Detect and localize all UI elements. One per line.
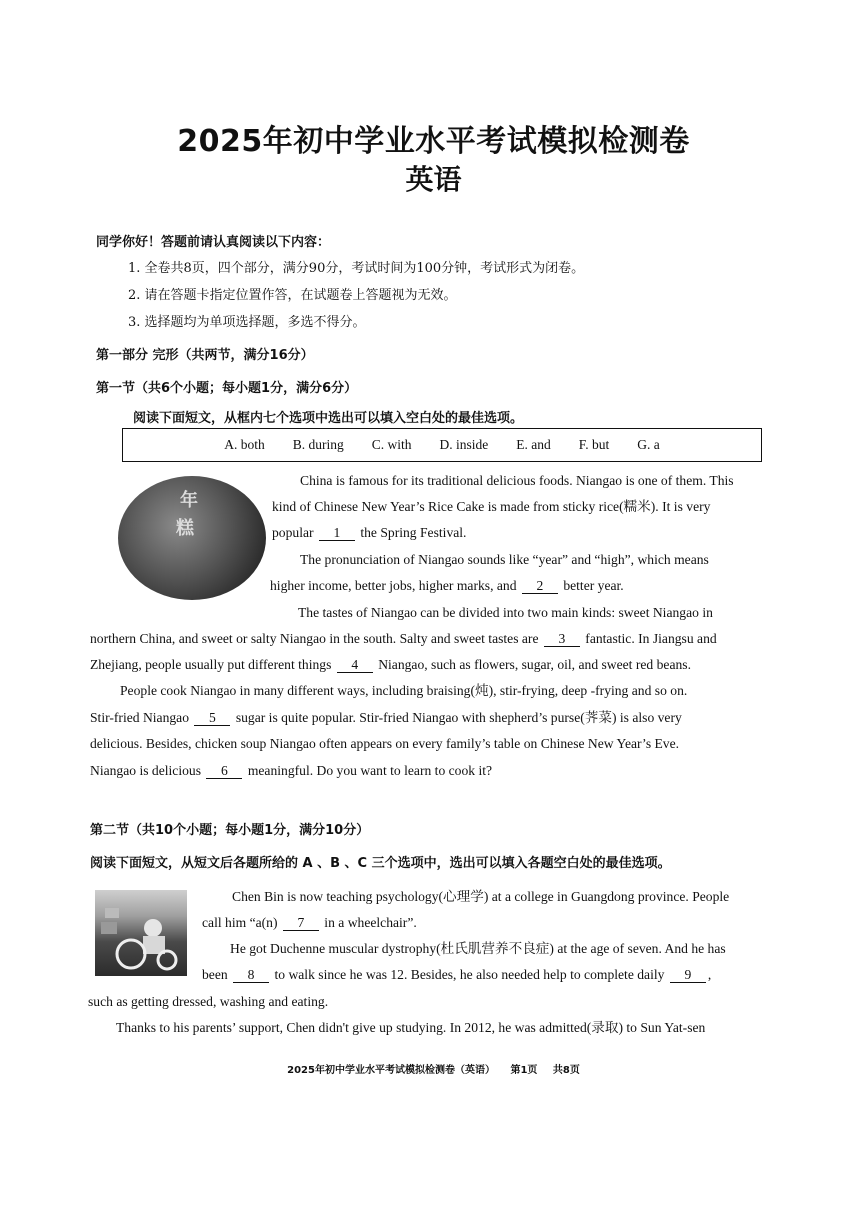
- blank-1: 1: [319, 526, 355, 541]
- passage2-line-6: Thanks to his parents’ support, Chen didn't give up studying. In 2012, he was admitted(录取) to Sun Yat-sen: [116, 1020, 706, 1035]
- footer-title: 2025年初中学业水平考试模拟检测卷（英语）: [287, 1065, 495, 1076]
- instruction-item-3: 3. 选择题均为单项选择题，多选不得分。: [128, 315, 366, 330]
- instruction-item-2: 2. 请在答题卡指定位置作答，在试题卷上答题视为无效。: [128, 288, 457, 303]
- blank-5: 5: [194, 711, 230, 726]
- passage1-line-7: northern China, and sweet or salty Niangao in the south. Salty and sweet tastes are 3 fantastic. In Jiangsu and: [90, 631, 717, 646]
- part1-heading: 第一部分 完形（共两节，满分16分）: [96, 348, 314, 363]
- page-footer: [0, 1061, 867, 1076]
- option-b: B. during: [292, 437, 344, 452]
- option-g: G. a: [637, 437, 660, 452]
- blank-8: 8: [233, 968, 269, 983]
- option-a: A. both: [224, 437, 265, 452]
- exam-title: 2025年初中学业水平考试模拟检测卷: [177, 124, 690, 159]
- niangao-photo: 年 糕: [118, 476, 266, 600]
- option-c: C. with: [371, 437, 412, 452]
- passage1-line-11: delicious. Besides, chicken soup Niangao often appears on every family’s table on Chinese New Year’s Eve.: [90, 736, 680, 751]
- passage2-line-1: Chen Bin is now teaching psychology(心理学) at a college in Guangdong province. People: [232, 889, 730, 904]
- section2-heading: 第二节（共10个小题；每小题1分，满分10分）: [90, 823, 370, 838]
- passage1-line-12: Niangao is delicious 6 meaningful. Do you want to learn to cook it?: [90, 763, 493, 778]
- exam-subject: 英语: [405, 163, 462, 196]
- wheelchair-icon: [95, 890, 187, 976]
- blank-2: 2: [522, 579, 558, 594]
- passage1-line-10: Stir-fried Niangao 5 sugar is quite popular. Stir-fried Niangao with shepherd’s purse(荠菜) is also very: [90, 710, 682, 725]
- passage1-line-4: The pronunciation of Niangao sounds like “year” and “high”, which means: [300, 552, 709, 567]
- passage1-line-6: The tastes of Niangao can be divided into two main kinds: sweet Niangao in: [298, 605, 713, 620]
- blank-6: 6: [206, 764, 242, 779]
- blank-4: 4: [337, 658, 373, 673]
- passage2-line-5: such as getting dressed, washing and eating.: [88, 994, 329, 1009]
- section2-direction: 阅读下面短文，从短文后各题所给的 A 、B 、C 三个选项中，选出可以填入各题空白处的最佳选项。: [90, 856, 671, 871]
- option-box: [122, 428, 762, 462]
- passage1-line-3: popular 1 the Spring Festival.: [272, 525, 467, 540]
- passage2-line-2: call him “a(n) 7 in a wheelchair”.: [202, 915, 417, 930]
- instructions-greeting: 同学你好！答题前请认真阅读以下内容：: [96, 235, 331, 250]
- footer-total: 共8页: [552, 1065, 580, 1076]
- section1-heading: 第一节（共6个小题；每小题1分，满分6分）: [96, 381, 358, 396]
- footer-page: 第1页: [510, 1065, 538, 1076]
- passage1-line-8: Zhejiang, people usually put different things 4 Niangao, such as flowers, sugar, oil, and sweet red beans.: [90, 657, 691, 672]
- section1-direction: 阅读下面短文，从框内七个选项中选出可以填入空白处的最佳选项。: [133, 411, 524, 426]
- instruction-item-1: 1. 全卷共8页，四个部分，满分90分，考试时间为100分钟，考试形式为闭卷。: [128, 261, 585, 276]
- passage2-line-3: He got Duchenne muscular dystrophy(杜氏肌营养不良症) at the age of seven. And he has: [230, 941, 726, 956]
- option-f: F. but: [578, 437, 610, 452]
- blank-9: 9: [670, 968, 706, 983]
- option-e: E. and: [516, 437, 551, 452]
- blank-7: 7: [283, 916, 319, 931]
- passage1-line-1: China is famous for its traditional delicious foods. Niangao is one of them. This: [300, 473, 734, 488]
- wheelchair-photo: [95, 890, 187, 976]
- blank-3: 3: [544, 632, 580, 647]
- passage2-line-4: been 8 to walk since he was 12. Besides, he also needed help to complete daily 9 ,: [202, 967, 712, 982]
- passage1-line-5: higher income, better jobs, higher marks, and 2 better year.: [270, 578, 624, 593]
- passage1-line-2: kind of Chinese New Year’s Rice Cake is made from sticky rice(糯米). It is very: [272, 499, 711, 514]
- passage1-line-9: People cook Niangao in many different ways, including braising(炖), stir-frying, deep -frying and so on.: [120, 683, 688, 698]
- option-d: D. inside: [439, 437, 489, 452]
